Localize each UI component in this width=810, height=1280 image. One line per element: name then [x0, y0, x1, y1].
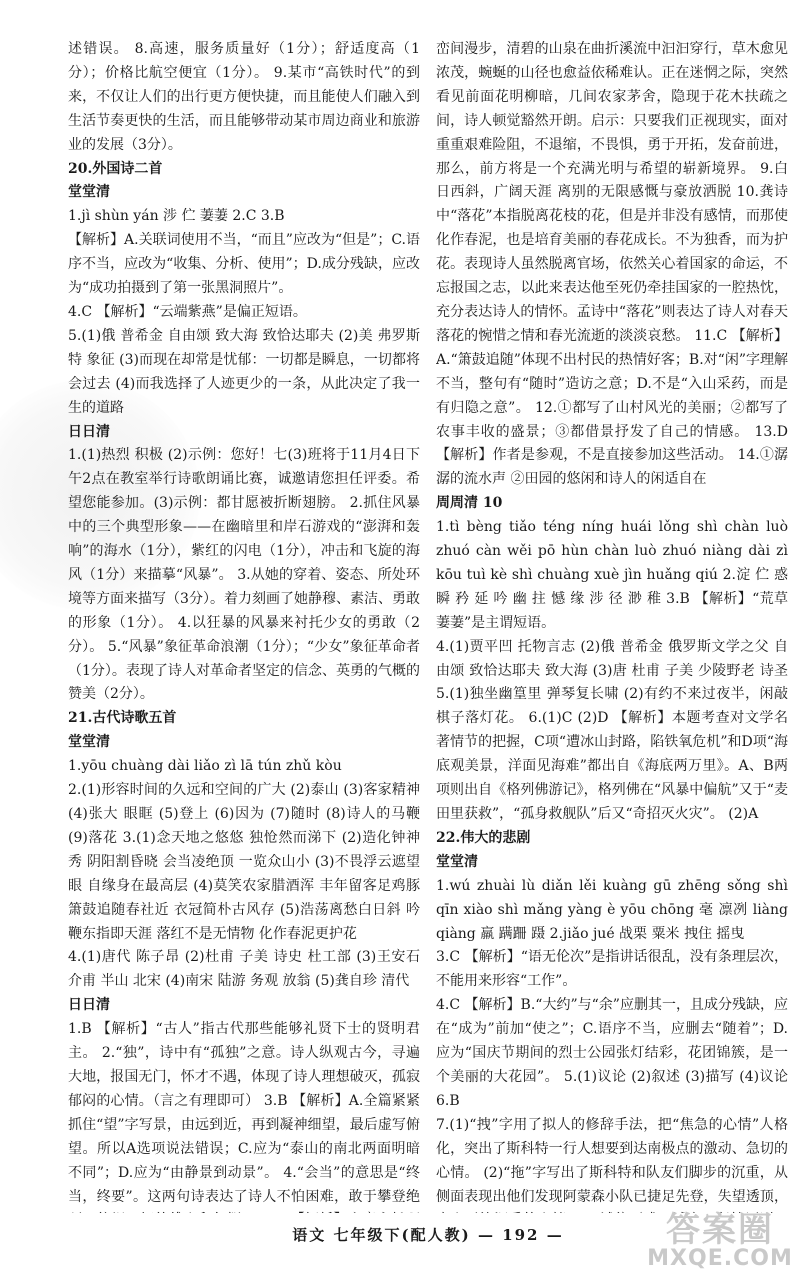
answer-paragraph: 7.(1)“拽”字用了拟人的修辞手法，把“焦急的心情”人格化，突出了斯科特一行人想要到达南极点的激动、急切的心情。 (2)“拖”字写出了斯科特和队友们脚步的沉重，从侧面表现出他们发现阿蒙森小队已捷足先登，失望透顶， [436, 1116, 788, 1205]
answer-page [68, 38, 788, 1213]
footer-dash: — [477, 1226, 495, 1244]
section-title: 周周清 10 [436, 495, 503, 512]
answer-paragraph: 【解析】A.关联词使用不当，“而且”应改为“但是”；C.语序不当，应改为“收集、分析、使用”；D.成分残缺，应改为“成功拍摄到了第一张黑洞照片”。 [68, 232, 420, 297]
answer-paragraph: 1.B 【解析】“古人”指古代那些能够礼贤下士的贤明君主。 2.“独”，诗中有“孤独”之意。诗人纵观古今，寻遍大地，报国无门，怀才不遇，体现了诗人理想破灭，孤寂郁闷的心情。（言之有理即可） 3.B 【解析】A.全篇紧紧抓住“望”字写景，由远到近，再到凝神细望，最后虚写俯望。所以A选项说法错误；C.应为“泰山的南北两面明暗不同”；D.应为“由静景到动景”。 4.“会当”的意思是“终当，终要”。这两句诗表达了诗人不怕困难，敢于攀登绝 [68, 1021, 420, 1205]
answer-paragraph: 2.(1)形容时间的久远和空间的广大 (2)泰山 (3)客家精神 (4)张大 眼眶 (5)登上 (6)因为 (7)随时 (8)诗人的马鞭 (9)落花 3.(1)念天地之悠悠 独怆然而涕下 (2)造化钟神秀 阴阳割昏晓 会当凌绝顶 一览众山小 (3)不畏浮云遮望眼 自缘身在最高层 (4)莫笑农家腊酒浑 丰年留客足鸡豚 箫鼓追随春社近 衣冠简朴古风存 (5)浩荡离愁白日斜 吟鞭东指即天涯 落红不是无情物 化作春泥更护花 [68, 782, 420, 942]
answer-paragraph: 3.C 【解析】“语无伦次”是指讲话很乱，没有条理层次，不能用来形容“工作”。 [436, 949, 788, 990]
answer-paragraph: 4.C 【解析】“云端紫燕”是偏正短语。 [68, 303, 307, 320]
section-title: 21.古代诗歌五首 [68, 710, 177, 727]
footer-dash: — [546, 1226, 564, 1244]
answer-paragraph: 1.tì bèng tiǎo téng níng huái lǒng shì chàn luò zhuó càn wěi pō hùn chàn luò zhuó niàng dài zì kōu tuì kè shì chuàng xuè jìn huǎng qiú 2.淀 伫 惑 瞬 矜 延 吟 幽 拄 憾 缘 涉 径 渺 稚 3.B 【解析】“荒草萋萋”是主谓短语。 [436, 519, 788, 631]
footer-grade: 七年级下(配人教) [333, 1226, 471, 1244]
answer-paragraph: 4.(1)唐代 陈子昂 (2)杜甫 子美 诗史 杜工部 (3)王安石 介甫 半山 北宋 (4)南宋 陆游 务观 放翁 (5)龚自珍 清代 [68, 949, 420, 990]
right-column [436, 38, 788, 1213]
answer-paragraph: 5.(1)俄 普希金 自由颂 致大海 致恰达耶夫 (2)美 弗罗斯特 象征 (3)而现在却常是忧郁：一切都是瞬息，一切都将会过去 (4)而我选择了人迹更少的一条，从此决定了我一生的道路 [68, 327, 420, 416]
subsection-label: 堂堂清 [68, 734, 110, 751]
watermark-logo [640, 1212, 800, 1272]
answer-paragraph: 1.jì shùn yán 涉 伫 萋萋 2.C 3.B [68, 208, 285, 225]
footer-subject: 语文 [292, 1226, 327, 1244]
subsection-label: 堂堂清 [436, 853, 478, 870]
answer-paragraph: 峦间漫步，清碧的山泉在曲折溪流中汩汩穿行，草木愈见浓茂，蜿蜒的山径也愈益依稀难认。正在迷惘之际，突然看见前面花明柳暗，几间农家茅舍，隐现于花木扶疏之间，诗人顿觉豁然开朗。启示：只要我们正视现实，面对重重艰难险阻，不退缩，不畏惧，勇于开拓，发奋前进，那么，前方将是一个充满光明与希望的崭新境界。 9.白日西斜，广阔天涯 离别的无限感慨与豪放洒脱 10.龚诗中“落花”本指脱离花枝的花，但是并非没有感情，而那使化作春泥，也是培育美丽的春花成长。不为独香，而为护花。表现诗人虽然脱离官场，依然关心着国家的命运，不忘报国之志，以此来表达他至死仍牵挂国家的一腔热忱，充分表达诗人的情怀。孟诗中“落花”则表达了诗人对春天落花的惋惜之情和春光流逝的淡淡哀愁。 11.C 【解析】A.“箫鼓追随”体现不出村民的热情好客；B.对“闲”字理解不当，整句有“随时”造访之意；D.不是“入山采药，而是有归隐之意”。 12.①都写了山村风光的美丽；②都写了农事丰收的盛景；③都借景抒发了自己的情感。 13.D 【解析】作者是参观，不是直接参加这些活动。 14.①潺潺的流水声 ②田园的悠闲和诗人的闲适自在 [436, 41, 788, 488]
section-title: 22.伟大的悲剧 [436, 829, 531, 846]
page-number: 192 [502, 1226, 540, 1244]
watermark-url: MXQE.COM [647, 1246, 793, 1271]
section-title: 20.外国诗二首 [68, 160, 163, 177]
watermark-text: 答案圈 [666, 1210, 774, 1250]
subsection-label: 堂堂清 [68, 184, 110, 201]
subsection-label: 日日清 [68, 423, 110, 440]
answer-paragraph: 4.C 【解析】B.“大约”与“余”应删其一，且成分残缺，应在“成为”前加“使之”；C.语序不当，应删去“随着”；D.应为“国庆节期间的烈士公园张灯结彩，花团锦簇，是一个美丽的大花园”。 5.(1)议论 (2)叙述 (3)描写 (4)议论 6.B [436, 997, 788, 1109]
answer-paragraph: 4.(1)贾平凹 托物言志 (2)俄 普希金 俄罗斯文学之父 自由颂 致恰达耶夫 致大海 (3)唐 杜甫 子美 少陵野老 诗圣 5.(1)独坐幽篁里 弹琴复长啸 (2)有约不来过夜半，闲敲棋子落灯花。 6.(1)C (2)D 【解析】本题考查对文学名著情节的把握，C项“遭冰山封路，陷铁氧危机”和D项“海底观美景，洋面见海难”都出自《海底两万里》。A、B两项则出自《格列佛游记》，格列佛在“风暴中偏航”又于“麦田里获救”，“孤身救舰队”后又“奇招灭火灾”。 (2)A [436, 638, 788, 822]
left-column [68, 38, 420, 1213]
answer-paragraph: 1.(1)热烈 积极 (2)示例：您好！七(3)班将于11月4日下午2点在教室举行诗歌朗诵比赛，诚邀请您担任评委。希望您能参加。(3)示例：都甘愿被折断翅膀。 2.抓住风暴中的三个典型形象——在幽暗里和岸石游戏的“澎湃和轰响”的海水（1分），紫红的闪电（1分），冲击和飞旋的海风（1分）来描摹“风暴”。 3.从她的穿着、姿态、所处环境等方面来描写（3分）。着力刻画了她静穆、素洁、勇敢的形象（1分）。 4.以狂暴的风暴来衬托少女的勇敢（2分）。 5.“风暴”象征革命浪潮（1分）；“少女”象征革命者（1分）。表现了诗人对革命者坚定的信念、英勇的气概的赞美（2分）。 [68, 447, 420, 703]
answer-paragraph: 1.yōu chuàng dài liǎo zì lā tún zhǔ kòu [68, 758, 342, 775]
subsection-label: 日日清 [68, 997, 110, 1014]
answer-paragraph: 1.wú zhuài lù diǎn lěi kuàng gū zhēng sǒng shì qīn xiào shì mǎng yàng è yōu chōng 毫 凛冽 liàng qiàng 羸 蹒跚 蹑 2.jiǎo jué 战栗 粟米 拽住 摇曳 [436, 877, 788, 942]
answer-paragraph: 述错误。 8.高速，服务质量好（1分）；舒适度高（1分）；价格比航空便宜（1分）。 9.某市“高铁时代”的到来，不仅让人们的出行更方便快捷，而且能使人们融入到生活节奏更快的生活，而且能够带动某市周边商业和旅游业的发展（3分）。 [68, 41, 420, 153]
